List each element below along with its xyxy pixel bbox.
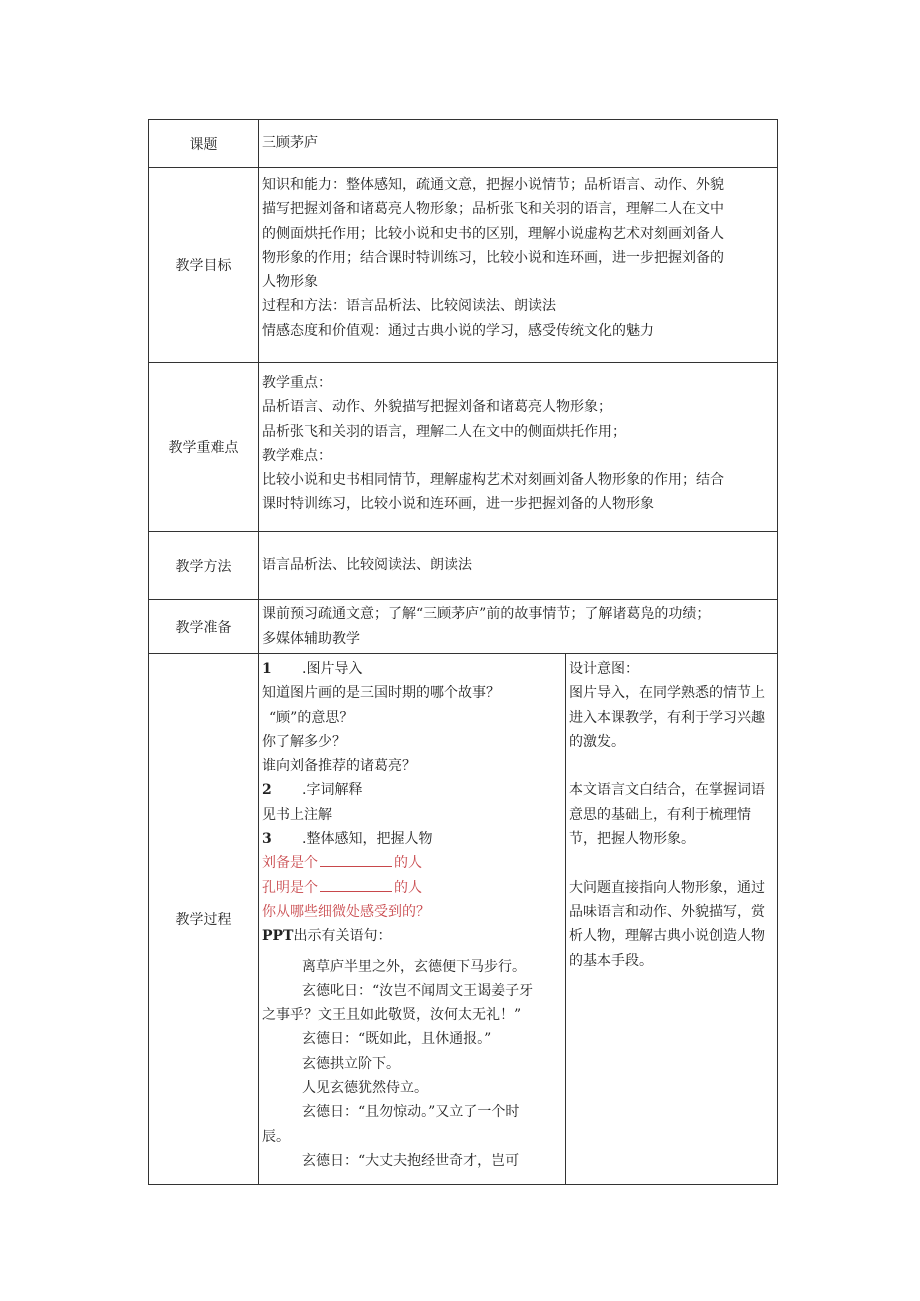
goals-line: 情感态度和价值观：通过古典小说的学习，感受传统文化的魅力 [262, 322, 654, 339]
topic-value-cell [258, 119, 778, 168]
ppt-line [262, 924, 562, 948]
design-paragraph: 本文语言文白结合，在掌握词语意思的基础上，有利于梳理情节，把握人物形象。 [569, 782, 765, 848]
keypoints-line: 品析语言、动作、外貌描写把握刘备和诸葛亮人物形象； [262, 399, 612, 416]
prep-content [258, 599, 778, 654]
question: 谁向刘备推荐的诸葛亮？ [262, 758, 416, 775]
step-title: .字词解释 [302, 782, 363, 799]
process-label-text: 教学过程 [175, 912, 232, 928]
fill-blank [320, 853, 392, 867]
step-number: 3 [262, 831, 272, 848]
step-title: .整体感知，把握人物 [302, 831, 433, 848]
prep-line: 多媒体辅助教学 [262, 630, 360, 647]
quote-line: 辰。 [262, 1128, 290, 1145]
methods-value-cell [258, 531, 778, 600]
note: 见书上注解 [262, 806, 332, 823]
quote-line: 玄德拱立阶下。 [302, 1055, 400, 1072]
methods-label [148, 531, 259, 600]
step-number: 2 [262, 782, 272, 799]
quote-line: 玄德日：“既如此，且休通报。” [302, 1031, 492, 1048]
process-label [148, 653, 259, 1185]
lesson-plan-table [148, 119, 778, 1185]
ppt-tag: PPT [262, 928, 294, 945]
step-heading [262, 827, 562, 851]
goals-content [258, 167, 778, 363]
fill-blank-suffix: 的人 [394, 879, 422, 896]
keypoints-line: 教学重点： [262, 375, 332, 391]
goals-line: 物形象的作用；结合课时特训练习，比较小说和连环画，进一步把握刘备的 [262, 249, 724, 266]
process-content [258, 653, 566, 1185]
keypoints-line: 课时特训练习，比较小说和连环画，进一步把握刘备的人物形象 [262, 496, 654, 513]
question: 知道图片画的是三国时期的哪个故事？ [262, 685, 500, 702]
question: “顾”的意思？ [269, 709, 354, 726]
keypoints-label [148, 362, 259, 532]
step-number: 1 [262, 661, 272, 677]
keypoints-line: 品析张飞和关羽的语言，理解二人在文中的侧面烘托作用； [262, 423, 626, 440]
goals-label-text: 教学目标 [175, 258, 232, 274]
quote-line: 人见玄德犹然侍立。 [302, 1080, 428, 1097]
design-gap [569, 851, 774, 875]
goals-line: 的侧面烘托作用；比较小说和史书的区别，理解小说虚构艺术对刻画刘备人 [262, 225, 724, 242]
design-paragraph: 大问题直接指向人物形象，通过品味语言和动作、外貌描写，赏析人物，理解古典小说创造人物的基本手段。 [569, 879, 765, 969]
prep-label-text: 教学准备 [175, 619, 232, 636]
design-paragraph: 图片导入，在同学熟悉的情节上进入本课教学，有利于学习兴趣的激发。 [569, 685, 765, 750]
keypoints-line: 教学难点： [262, 447, 332, 464]
step-heading [262, 657, 562, 681]
keypoints-label-text: 教学重难点 [168, 440, 239, 456]
step-heading [262, 778, 562, 802]
goals-line: 描写把握刘备和诸葛亮人物形象；品析张飞和关羽的语言，理解二人在文中 [262, 201, 724, 218]
quote-line: 玄德叱日：“汝岂不闻周文王谒姜子牙 [302, 982, 534, 999]
quote-line: 离草庐半里之外，玄德便下马步行。 [302, 958, 526, 975]
ppt-text: 出示有关语句： [293, 928, 392, 945]
prep-line: 课前预习疏通文意；了解“三顾茅庐”前的故事情节；了解诸葛凫的功绩； [262, 606, 711, 623]
keypoints-content [258, 362, 778, 532]
goals-label [148, 167, 259, 363]
design-title: 设计意图： [569, 661, 639, 677]
fill-blank-prefix: 刘备是个 [262, 855, 318, 872]
fill-blank-prefix: 孔明是个 [262, 879, 318, 896]
topic-value: 三顾茅庐 [262, 135, 318, 152]
methods-label-text: 教学方法 [175, 558, 232, 575]
topic-label-text: 课题 [189, 136, 218, 153]
question: 你了解多少？ [262, 733, 346, 750]
goals-line: 知识和能力：整体感知，疏通文意，把握小说情节；品析语言、动作、外貌 [262, 177, 724, 193]
goals-line: 人物形象 [262, 274, 318, 291]
quote-line: 之事乎？文王且如此敬贤，汝何太无礼！” [262, 1007, 522, 1024]
design-gap [569, 754, 774, 778]
fill-blank-suffix: 的人 [394, 855, 422, 872]
prep-label [148, 599, 259, 654]
step-title: .图片导入 [302, 661, 363, 677]
fill-blank-line [262, 876, 562, 900]
methods-value: 语言品析法、比较阅读法、朗读法 [262, 557, 472, 574]
topic-label [148, 119, 259, 168]
fill-blank [320, 878, 392, 892]
quote-line: 玄德日：“且勿惊动。”又立了一个时 [302, 1104, 520, 1121]
fill-blank-line [262, 851, 562, 875]
quote-line: 玄德日：“大丈夫抱经世奇才，岂可 [302, 1152, 520, 1169]
keypoints-line: 比较小说和史书相同情节，理解虚构艺术对刻画刘备人物形象的作用；结合 [262, 472, 724, 489]
red-question: 你从哪些细微处感受到的？ [262, 903, 430, 920]
design-intent [565, 653, 778, 1185]
goals-line: 过程和方法：语言品析法、比较阅读法、朗读法 [262, 298, 556, 315]
